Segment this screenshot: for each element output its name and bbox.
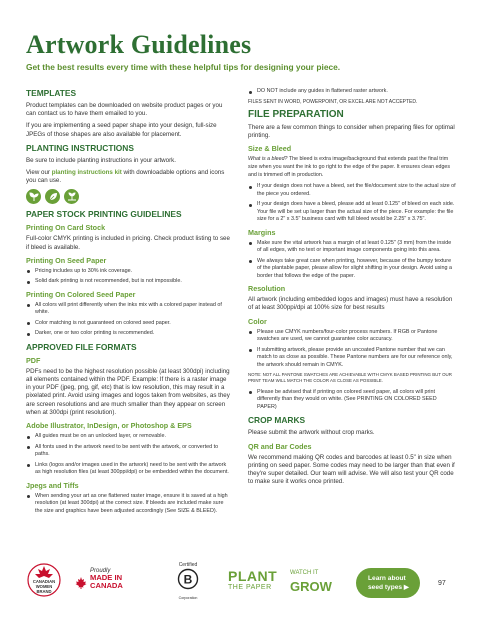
planting-text-2b: with downloadable options and icons you can use. bbox=[26, 169, 225, 185]
page-title: Artwork Guidelines bbox=[26, 30, 252, 59]
b-letter: B bbox=[183, 572, 193, 587]
crop-marks-text: Please submit the artwork without crop marks. bbox=[248, 429, 375, 437]
paper-stock-heading: PAPER STOCK PRINTING GUIDELINES bbox=[26, 209, 182, 220]
list-item: When sending your art as one flattened raster image, ensure it is saved at a high resolution (at least 300dpi) at the correct size. If bleeds are included make sure the size and graphics have been adjusted accordingly (See SIZE & BLEED). bbox=[26, 493, 232, 516]
page-subtitle: Get the best results every time with these helpful tips for designing your piece. bbox=[26, 62, 341, 72]
seed-paper-heading: Printing On Seed Paper bbox=[26, 255, 107, 265]
made-in-text: MADE IN bbox=[90, 573, 123, 582]
file-formats-heading: APPROVED FILE FORMATS bbox=[26, 341, 137, 352]
leaf-icon bbox=[45, 189, 60, 204]
list-item: Please use CMYK numbers/four-color process numbers. If RGB or Pantone swatches are used, we cannot guarantee color accuracy. bbox=[248, 329, 456, 344]
qr-heading: QR and Bar Codes bbox=[248, 441, 312, 451]
page-number: 97 bbox=[438, 580, 446, 587]
sprout-icon bbox=[64, 189, 79, 204]
cwb-line-2: WOMEN bbox=[35, 584, 53, 589]
file-preparation-heading: FILE PREPARATION bbox=[248, 108, 344, 120]
maple-leaf-icon bbox=[74, 576, 88, 590]
list-item: All colors will print differently when the inks mix with a colored paper instead of white. bbox=[26, 302, 232, 317]
jpeg-list bbox=[26, 493, 232, 516]
made-in-canada-logo bbox=[90, 568, 142, 591]
certified-text: Certified bbox=[178, 562, 198, 568]
pdf-text: PDFs need to be the highest resolution possible (at least 300dpi) including all elements contained within the PDF. Example: If there is a raster image in your PDF (jpeg, png, gif, etc) that is low resolution, this may result in a pixelated print. Avoid using images and logos taken from websites, as they are screen resolutions and are much smaller than they appear on screen when at 300dpi (print resolution). bbox=[26, 367, 230, 416]
list-item: If your design does have a bleed, please add at least 0.125" of bleed on each side. Your file will be set up larger than the actual size of the piece. For example: the file size for a 2" x 3.5" business card with full bleed would be 2.25" x 3.75". bbox=[248, 201, 456, 224]
seedling-icon bbox=[26, 189, 41, 204]
resolution-text: All artwork (including embedded logos and images) must have a resolution of at least 300ppi/dpi at 100% size for best results bbox=[248, 296, 453, 312]
resolution-heading: Resolution bbox=[248, 284, 286, 294]
list-item: If your design does not have a bleed, set the file/document size to the actual size of the piece you ordered. bbox=[248, 183, 456, 198]
planting-heading: PLANTING INSTRUCTIONS bbox=[26, 142, 134, 153]
not-accepted-note: FILES SENT IN WORD, POWERPOINT, OR EXCEL ARE NOT ACCEPTED. bbox=[248, 98, 418, 105]
planting-text-2 bbox=[26, 169, 232, 185]
list-item: Make sure the vital artwork has a margin of at least 0.125" (3 mm) from the inside of all edges, with no text or important image components going into this area. bbox=[248, 240, 456, 255]
list-item: Pricing includes up to 30% ink coverage. bbox=[26, 268, 232, 276]
corporation-text: Corporation bbox=[178, 596, 198, 600]
list-item: All fonts used in the artwork need to be sent with the artwork, or converted to paths. bbox=[26, 444, 232, 459]
grow-word: GROW bbox=[290, 579, 332, 594]
seed-paper-list bbox=[26, 268, 232, 286]
templates-text-2: If you are implementing a seed paper shape into your design, full-size JPEGs of those shapes are also available for placement. bbox=[26, 122, 217, 138]
what-is-bleed: What is a bleed? bbox=[248, 156, 288, 163]
colored-seed-paper-list bbox=[26, 302, 232, 338]
planting-icons bbox=[26, 189, 232, 204]
color-list bbox=[248, 329, 456, 370]
colored-seed-paper-heading: Printing On Colored Seed Paper bbox=[26, 289, 136, 299]
card-stock-heading: Printing On Card Stock bbox=[26, 223, 106, 233]
adobe-list bbox=[26, 433, 232, 477]
size-bleed-text bbox=[248, 156, 456, 179]
canadian-women-brand-badge bbox=[26, 562, 62, 602]
margins-list bbox=[248, 240, 456, 281]
pantone-note: NOTE: NOT ALL PANTONE SWATCHES ARE ACHIEVABLE WITH CMYK BASED PRINTING BUT OUR PRINT TEAM WILL MATCH THE COLOR AS CLOSE AS POSSIBLE. bbox=[248, 372, 452, 384]
list-item: DO NOT include any guides in flattened raster artwork. bbox=[248, 88, 456, 96]
list-item: Solid dark printing is not recommended, but is not impossible. bbox=[26, 278, 232, 286]
cwb-line-3: BRAND bbox=[36, 589, 52, 594]
list-item: Please be advised that if printing on colored seed paper, all colors will print differently than they would on white. (See PRINTING ON COLORED SEED PAPER) bbox=[248, 389, 456, 412]
templates-text-1: Product templates can be downloaded on website product pages or you can contact us to have them emailed to you. bbox=[26, 102, 223, 118]
file-preparation-text: There are a few common things to consider when preparing files for optimal printing. bbox=[248, 123, 455, 140]
left-column bbox=[26, 84, 232, 518]
list-item: All guides must be on an unlocked layer, or removable. bbox=[26, 433, 232, 441]
list-item: If submitting artwork, please provide an uncoated Pantone number that we can match to as close as possible. These Pantone numbers are for our reference only, the artwork should remain in CMYK. bbox=[248, 347, 456, 370]
planting-text-2a: View our bbox=[26, 169, 52, 177]
jpeg-heading: Jpegs and Tiffs bbox=[26, 480, 79, 490]
list-item: Color matching is not guaranteed on colored seed paper. bbox=[26, 320, 232, 328]
right-column bbox=[248, 84, 456, 490]
size-bleed-heading: Size & Bleed bbox=[248, 144, 292, 154]
adobe-heading: Adobe Illustrator, InDesign, or Photoshop & EPS bbox=[26, 421, 192, 431]
b-corp-logo bbox=[174, 562, 202, 600]
plant-word: PLANT bbox=[228, 568, 278, 584]
list-item: We always take great care when printing, however, because of the bumpy texture of the plantable paper, please allow for slight shifting in your design. Avoid using a border that follows the edge of the paper. bbox=[248, 258, 456, 281]
the-paper-word: THE PAPER bbox=[228, 584, 272, 591]
crop-marks-heading: CROP MARKS bbox=[248, 415, 306, 426]
learn-line-1: Learn about bbox=[368, 575, 406, 582]
canada-text: CANADA bbox=[90, 581, 123, 591]
plant-the-paper-logo bbox=[228, 568, 338, 598]
cwb-line-1: CANADIAN bbox=[32, 579, 56, 584]
templates-heading: TEMPLATES bbox=[26, 88, 77, 98]
watch-it-word: WATCH IT bbox=[290, 570, 319, 576]
planting-text-1: Be sure to include planting instructions in your artwork. bbox=[26, 156, 176, 164]
learn-seed-types-button[interactable] bbox=[356, 568, 420, 598]
color-list-2 bbox=[248, 389, 456, 412]
size-bleed-list bbox=[248, 183, 456, 224]
pdf-heading: PDF bbox=[26, 355, 41, 365]
card-stock-text: Full-color CMYK printing is included in pricing. Check product listing to see if bleed is available. bbox=[26, 235, 230, 251]
planting-instructions-link[interactable]: planting instructions kit bbox=[51, 169, 122, 177]
b-corp-icon bbox=[177, 568, 199, 590]
margins-heading: Margins bbox=[248, 227, 276, 237]
size-bleed-explanation: The bleed is extra image/background that extends past the final trim size when you want the ink to go right to the edge of the paper. It ensures clean edges and is trimmed off in production. bbox=[248, 156, 451, 178]
list-item: Darker, one or two color printing is recommended. bbox=[26, 330, 232, 338]
color-heading: Color bbox=[248, 316, 267, 326]
raster-guides-list bbox=[248, 88, 456, 96]
list-item: Links (logos and/or images used in the artwork) need to be sent with the artwork as high resolution files (at least 300ppi/dpi) or be embedded within the document. bbox=[26, 462, 232, 477]
footer bbox=[0, 562, 480, 614]
qr-text: We recommend making QR codes and barcodes at least 0.5" in size when printing on seed paper. Some codes may need to be larger than that even if they're super detailed. Our team will advise. We will also test your QR code to make sure it works once printed. bbox=[248, 453, 455, 486]
proudly-text: Proudly bbox=[90, 568, 111, 574]
learn-line-2: seed types ▶ bbox=[368, 584, 409, 591]
